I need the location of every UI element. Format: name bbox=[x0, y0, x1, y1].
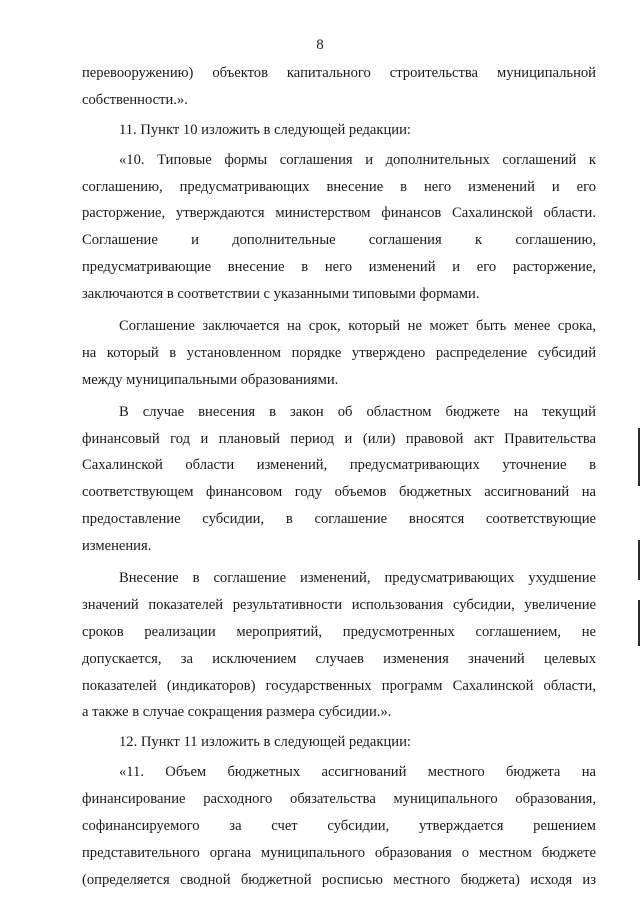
text-line: показателей (индикаторов) государственных программ Сахалинской области, bbox=[82, 677, 596, 694]
text-line: «11. Объем бюджетных ассигнований местного бюджета на bbox=[119, 764, 596, 781]
text-line: 12. Пункт 11 изложить в следующей редакции: bbox=[119, 734, 411, 751]
text-line: «10. Типовые формы соглашения и дополнительных соглашений к bbox=[119, 151, 596, 168]
text-line: допускается, за исключением случаев изменения значений целевых bbox=[82, 650, 596, 667]
text-line: соответствующем финансовом году объемов бюджетных ассигнований на bbox=[82, 484, 596, 501]
text-line: Сахалинской области изменений, предусматривающих уточнение в bbox=[82, 457, 596, 474]
text-line: перевооружению) объектов капитального строительства муниципальной bbox=[82, 65, 596, 81]
text-line: на который в установленном порядке утверждено распределение субсидий bbox=[82, 344, 596, 361]
text-line: собственности.». bbox=[82, 91, 188, 108]
text-line: Соглашение заключается на срок, который не может быть менее срока, bbox=[119, 318, 596, 335]
text-line: Внесение в соглашение изменений, предусматривающих ухудшение bbox=[119, 570, 596, 587]
text-line: Соглашение и дополнительные соглашения к соглашению, bbox=[82, 232, 596, 249]
text-line: изменения. bbox=[82, 538, 152, 555]
text-line: представительного органа муниципального образования о местном бюджете bbox=[82, 844, 596, 861]
text-line: предоставление субсидии, в соглашение вносятся соответствующие bbox=[82, 511, 596, 528]
page-number: 8 bbox=[316, 37, 324, 53]
text-line: софинансируемого за счет субсидии, утверждается решением bbox=[82, 818, 596, 835]
text-line: В случае внесения в закон об областном бюджете на текущий bbox=[119, 403, 596, 420]
text-line: (определяется сводной бюджетной росписью местного бюджета) исходя из bbox=[82, 871, 596, 888]
text-line: финансирование расходного обязательства муниципального образования, bbox=[82, 791, 596, 808]
text-line: между муниципальными образованиями. bbox=[82, 371, 339, 388]
text-line: предусматривающие внесение в него изменений и его расторжение, bbox=[82, 259, 596, 276]
text-line: а также в случае сокращения размера субсидии.». bbox=[82, 704, 392, 721]
text-line: расторжение, утверждаются министерством финансов Сахалинской области. bbox=[82, 205, 596, 222]
text-line: 11. Пункт 10 изложить в следующей редакции: bbox=[119, 121, 411, 138]
text-line: соглашению, предусматривающих внесение в него изменений и его bbox=[82, 178, 596, 195]
text-line: финансовый год и плановый период и (или) правовой акт Правительства bbox=[82, 430, 596, 447]
text-line: значений показателей результативности использования субсидии, увеличение bbox=[82, 596, 596, 613]
body-text bbox=[82, 60, 596, 894]
text-line: сроков реализации мероприятий, предусмотренных соглашением, не bbox=[82, 623, 596, 640]
text-line: заключаются в соответствии с указанными типовыми формами. bbox=[82, 286, 480, 303]
